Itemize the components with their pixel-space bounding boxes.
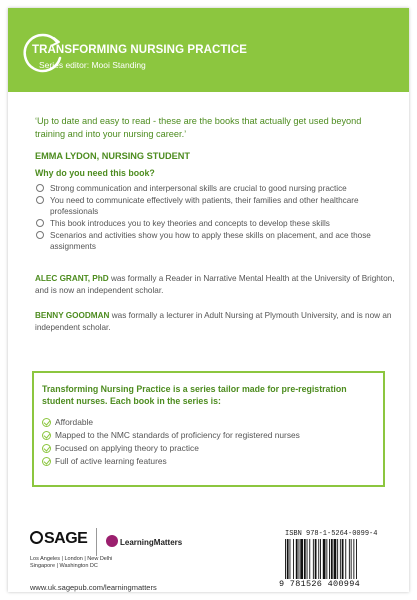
check-circle-icon: [42, 418, 51, 427]
barcode: [277, 528, 391, 590]
testimonial-quote: ‘Up to date and easy to read - these are the books that actually get used beyond training and into your nursing career.’: [35, 116, 362, 139]
author-bio: [35, 310, 395, 333]
bullet-circle-icon: [36, 219, 44, 227]
author-name: BENNY GOODMAN: [35, 311, 110, 320]
why-item: This book introduces you to key theories and concepts to develop these skills: [35, 218, 390, 229]
series-title: TRANSFORMING NURSING PRACTICE: [32, 44, 248, 56]
series-features-list: [42, 416, 377, 468]
bullet-circle-icon: [36, 196, 44, 204]
why-item: Strong communication and interpersonal skills are crucial to good nursing practice: [35, 183, 390, 194]
why-item: Scenarios and activities show you how to apply these skills on placement, and ace those assignments: [35, 230, 390, 252]
learning-matters-logo: LearningMatters: [106, 535, 182, 547]
barcode-bars: [285, 539, 385, 579]
bullet-circle-icon: [36, 184, 44, 192]
barcode-number: 9 781526 400994: [279, 579, 361, 589]
author-description: was formally a Reader in Narrative Mental Health at the University of Brighton, and is now an independent scholar.: [35, 274, 395, 295]
feature-item: Affordable: [42, 416, 377, 429]
feature-item: Full of active learning features: [42, 455, 377, 468]
check-circle-icon: [42, 457, 51, 466]
logo-divider: [96, 528, 97, 556]
why-heading: Why do you need this book?: [35, 168, 155, 178]
learning-matters-icon: [106, 535, 118, 547]
sage-logo: SAGE: [30, 530, 87, 548]
feature-item: Mapped to the NMC standards of proficiency for registered nurses: [42, 429, 377, 442]
sage-circle-icon: [30, 531, 43, 544]
isbn-label: ISBN 978-1-5264-0099-4: [285, 530, 378, 538]
author-description: was formally a lecturer in Adult Nursing at Plymouth University, and is now an independent scholar.: [35, 311, 392, 332]
bullet-circle-icon: [36, 231, 44, 239]
back-cover: [8, 8, 409, 592]
publisher-cities: Los Angeles | London | New Delhi Singapore | Washington DC: [30, 556, 113, 569]
author-name: ALEC GRANT, PhD: [35, 274, 109, 283]
series-description: Transforming Nursing Practice is a series tailor made for pre-registration student nurses. Each book in the series is:: [42, 384, 347, 406]
series-header: [8, 8, 409, 92]
why-list: [35, 183, 390, 253]
testimonial-author: EMMA LYDON, NURSING STUDENT: [35, 151, 191, 161]
series-info-box: [32, 371, 385, 487]
publisher-url: www.uk.sagepub.com/learningmatters: [30, 583, 157, 592]
why-item: You need to communicate effectively with patients, their families and other healthcare professionals: [35, 195, 390, 217]
check-circle-icon: [42, 444, 51, 453]
check-circle-icon: [42, 431, 51, 440]
feature-item: Focused on applying theory to practice: [42, 442, 377, 455]
author-bio: [35, 273, 395, 296]
series-editor: Series editor: Mooi Standing: [39, 60, 146, 70]
